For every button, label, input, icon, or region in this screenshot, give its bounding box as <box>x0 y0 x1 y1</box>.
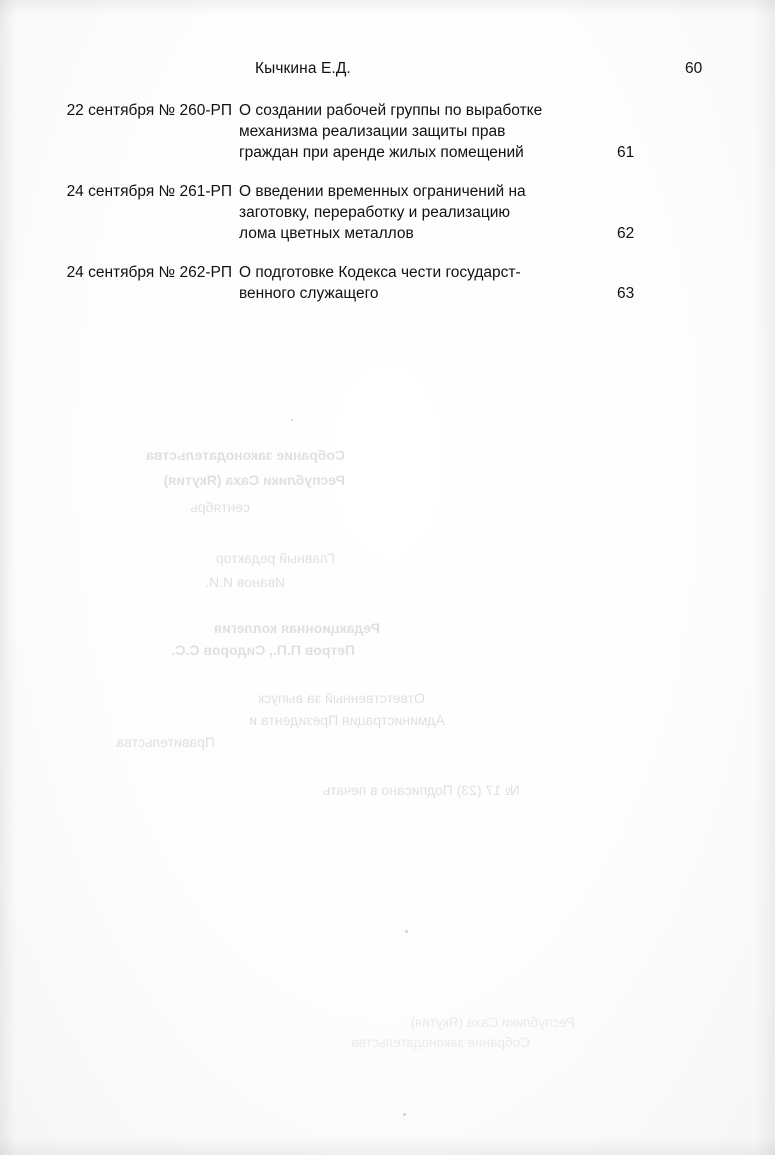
toc-entry-title <box>239 262 609 304</box>
toc-title-line: лома цветных металлов <box>239 225 414 242</box>
toc-title-line: О введении временных ограничений на <box>239 183 526 200</box>
toc-entry <box>0 100 775 163</box>
toc-entry-date: 22 сентября № 260-РП <box>66 102 232 119</box>
toc-entry-page-number: 63 <box>617 285 635 302</box>
toc-title-line: заготовку, переработку и реализацию <box>239 204 511 221</box>
toc-entry-date: 24 сентября № 261-РП <box>66 183 232 200</box>
toc-entry-title <box>239 181 609 244</box>
author-name: Кычкина Е.Д. <box>255 60 351 77</box>
toc-entry <box>0 181 775 244</box>
toc-entry-date: 24 сентября № 262-РП <box>66 264 232 281</box>
toc-title-line: граждан при аренде жилых помещений <box>239 144 524 161</box>
toc-title-line: О создании рабочей группы по выработке <box>239 102 543 119</box>
toc-title-line: О подготовке Кодекса чести государст- <box>239 264 521 281</box>
toc-title-line: механизма реализации защиты прав <box>239 123 506 140</box>
author-page-number: 60 <box>685 60 703 77</box>
table-of-contents <box>0 100 775 322</box>
toc-entry-page-number: 62 <box>617 225 635 242</box>
toc-entry <box>0 262 775 304</box>
toc-title-line: венного служащего <box>239 285 379 302</box>
header-author-entry <box>255 60 715 78</box>
toc-entry-title <box>239 100 609 163</box>
toc-entry-page-number: 61 <box>617 144 635 161</box>
